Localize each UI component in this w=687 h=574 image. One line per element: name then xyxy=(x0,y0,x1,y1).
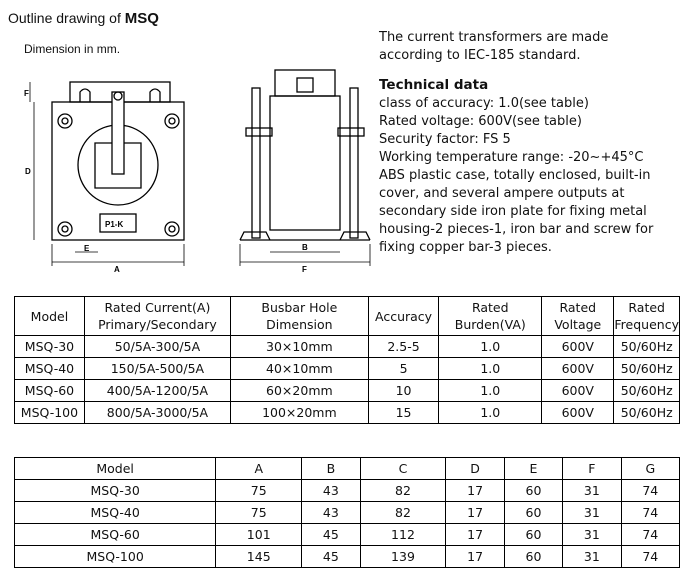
cell: 45 xyxy=(302,524,360,546)
tech-line: Working temperature range: -20~+45°C xyxy=(379,150,644,165)
side-view xyxy=(240,70,370,240)
side-bolt-left xyxy=(252,88,260,238)
tech-heading: Technical data xyxy=(379,77,489,93)
tech-data-list xyxy=(379,95,653,257)
ratings-table xyxy=(14,296,680,424)
table-row xyxy=(15,358,680,380)
cell: 60 xyxy=(504,502,562,524)
cell: MSQ-60 xyxy=(15,380,85,402)
label-plate-text: P1-K xyxy=(105,220,124,229)
cell: 2.5-5 xyxy=(368,336,439,358)
dimensions-header-row xyxy=(15,458,680,480)
cell: 43 xyxy=(302,480,360,502)
cell: 50/60Hz xyxy=(614,402,680,424)
cell: 50/60Hz xyxy=(614,380,680,402)
dimensions-table xyxy=(14,457,680,568)
header-line: Primary/Secondary xyxy=(98,317,217,332)
cell: 1.0 xyxy=(439,358,542,380)
dim-label-e: E xyxy=(84,244,90,253)
cell: 800/5A-3000/5A xyxy=(84,402,230,424)
col-header: E xyxy=(504,458,562,480)
tech-line: ABS plastic case, totally enclosed, built-in xyxy=(379,168,651,183)
header-line: Model xyxy=(30,308,69,324)
cell: 60 xyxy=(504,546,562,568)
header-line: Dimension xyxy=(266,317,333,332)
cell: 150/5A-500/5A xyxy=(84,358,230,380)
cell: 31 xyxy=(563,502,621,524)
mount-hole-tl-inner xyxy=(62,118,68,124)
front-lug-left xyxy=(80,89,90,102)
col-header: D xyxy=(446,458,504,480)
table-row xyxy=(15,380,680,402)
fixing-bar xyxy=(112,92,124,174)
cell: MSQ-30 xyxy=(15,336,85,358)
table-row xyxy=(15,502,680,524)
cell: 75 xyxy=(216,502,302,524)
tech-line: housing-2 pieces-1, iron bar and screw for xyxy=(379,222,654,237)
col-header: F xyxy=(563,458,621,480)
dimension-note: Dimension in mm. xyxy=(24,42,121,56)
tech-line: Rated voltage: 600V(see table) xyxy=(379,114,582,129)
mount-hole-tr xyxy=(165,114,179,128)
cell: 1.0 xyxy=(439,380,542,402)
header-line: Rated xyxy=(559,300,597,315)
cell: 10 xyxy=(368,380,439,402)
cell: 1.0 xyxy=(439,402,542,424)
side-top-tab xyxy=(297,78,313,92)
cell: 50/5A-300/5A xyxy=(84,336,230,358)
cell: 82 xyxy=(360,480,446,502)
cell: 145 xyxy=(216,546,302,568)
header-line: Rated xyxy=(471,300,509,315)
side-bracket-left xyxy=(246,128,272,136)
mount-hole-bl xyxy=(58,222,72,236)
ratings-header-row xyxy=(15,297,680,336)
header-line: Voltage xyxy=(554,317,602,332)
cell: MSQ-30 xyxy=(15,480,216,502)
mount-hole-br-inner xyxy=(169,226,175,232)
cell: 31 xyxy=(563,524,621,546)
cell: 139 xyxy=(360,546,446,568)
col-header xyxy=(84,297,230,336)
intro-line: according to IEC-185 standard. xyxy=(379,48,581,63)
cell: 100×20mm xyxy=(230,402,368,424)
col-header: B xyxy=(302,458,360,480)
tech-line: fixing copper bar-3 pieces. xyxy=(379,240,552,255)
mount-hole-bl-inner xyxy=(62,226,68,232)
dim-label-d: D xyxy=(25,167,31,176)
cell: MSQ-60 xyxy=(15,524,216,546)
cell: 31 xyxy=(563,480,621,502)
cell: 17 xyxy=(446,524,504,546)
col-header xyxy=(15,297,85,336)
tech-line: class of accuracy: 1.0(see table) xyxy=(379,96,589,111)
cell: MSQ-100 xyxy=(15,402,85,424)
cell: 5 xyxy=(368,358,439,380)
col-header: Model xyxy=(15,458,216,480)
header-line: Rated Current(A) xyxy=(104,300,211,315)
table-row xyxy=(15,336,680,358)
mount-hole-tl xyxy=(58,114,72,128)
cell: 112 xyxy=(360,524,446,546)
outline-drawing xyxy=(0,60,375,275)
header-line: Accuracy xyxy=(375,308,433,324)
cell: MSQ-100 xyxy=(15,546,216,568)
dim-label-f-vert: F xyxy=(24,89,29,98)
front-view xyxy=(52,82,184,240)
cell: 45 xyxy=(302,546,360,568)
cell: 1.0 xyxy=(439,336,542,358)
cell: MSQ-40 xyxy=(15,358,85,380)
front-dimensions xyxy=(30,82,184,266)
cell: 600V xyxy=(542,358,614,380)
title-prefix: Outline drawing of xyxy=(8,10,121,26)
cell: 40×10mm xyxy=(230,358,368,380)
cell: 50/60Hz xyxy=(614,336,680,358)
page-title xyxy=(8,10,159,27)
col-header xyxy=(542,297,614,336)
dim-label-b: B xyxy=(302,243,308,252)
tech-line: Security factor: FS 5 xyxy=(379,132,511,147)
cell: 60×20mm xyxy=(230,380,368,402)
header-line: Frequency xyxy=(614,317,679,332)
mount-hole-tr-inner xyxy=(169,118,175,124)
cell: 60 xyxy=(504,524,562,546)
tech-line: cover, and several ampere outputs at xyxy=(379,186,625,201)
cell: 74 xyxy=(621,502,679,524)
mount-hole-br xyxy=(165,222,179,236)
intro-text xyxy=(379,29,608,65)
header-line: Burden(VA) xyxy=(454,317,526,332)
cell: 400/5A-1200/5A xyxy=(84,380,230,402)
cell: 82 xyxy=(360,502,446,524)
cell: 50/60Hz xyxy=(614,358,680,380)
side-bolt-right xyxy=(350,88,358,238)
col-header xyxy=(439,297,542,336)
cell: 600V xyxy=(542,402,614,424)
cell: 74 xyxy=(621,524,679,546)
table-row xyxy=(15,546,680,568)
title-model: MSQ xyxy=(124,10,159,27)
side-housing xyxy=(270,96,340,230)
tech-line: secondary side iron plate for fixing metal xyxy=(379,204,647,219)
cell: 74 xyxy=(621,546,679,568)
cell: MSQ-40 xyxy=(15,502,216,524)
cell: 43 xyxy=(302,502,360,524)
cell: 17 xyxy=(446,502,504,524)
cell: 74 xyxy=(621,480,679,502)
col-header: C xyxy=(360,458,446,480)
dim-label-f: F xyxy=(302,265,307,274)
side-bracket-right xyxy=(338,128,364,136)
header-line: Busbar Hole xyxy=(261,300,338,315)
table-row xyxy=(15,480,680,502)
header-line: Rated xyxy=(628,300,665,315)
col-header: A xyxy=(216,458,302,480)
table-row xyxy=(15,524,680,546)
col-header xyxy=(230,297,368,336)
intro-line: The current transformers are made xyxy=(379,30,609,45)
cell: 600V xyxy=(542,336,614,358)
cell: 17 xyxy=(446,480,504,502)
col-header xyxy=(614,297,680,336)
cell: 101 xyxy=(216,524,302,546)
cell: 15 xyxy=(368,402,439,424)
table-row xyxy=(15,402,680,424)
cell: 60 xyxy=(504,480,562,502)
col-header: G xyxy=(621,458,679,480)
cell: 600V xyxy=(542,380,614,402)
front-lug-right xyxy=(150,89,160,102)
col-header xyxy=(368,297,439,336)
cell: 17 xyxy=(446,546,504,568)
dim-label-a: A xyxy=(114,265,120,274)
cell: 31 xyxy=(563,546,621,568)
cell: 30×10mm xyxy=(230,336,368,358)
cell: 75 xyxy=(216,480,302,502)
